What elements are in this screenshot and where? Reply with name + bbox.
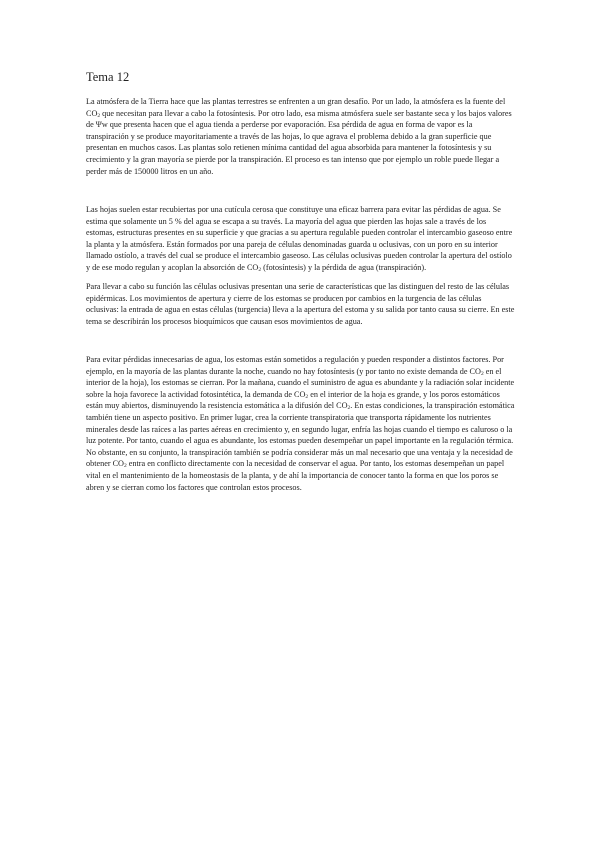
text-run: La atmósfera de la Tierra hace que las plantas terrestres se enfrenten a un gran desafío. Por un lado, la atmósfera es la fuente del CO <box>86 97 506 118</box>
subscript: 2 <box>480 370 484 377</box>
text-run: (fotosíntesis) y la pérdida de agua (transpiración). <box>261 262 427 272</box>
text-run: Para evitar pérdidas innecesarias de agua, los estomas están sometidos a regulación y pueden responder a distintos factores. Por ejemplo, en la mayoría de las plantas durante la noche, cuando no hay fotosíntesis (y por tanto no existe demanda de CO <box>86 355 504 376</box>
subscript: 2 <box>258 266 262 273</box>
text-run: Para llevar a cabo su función las células oclusivas presentan una serie de características que las distinguen del resto de las células epidérmicas. Los movimientos de apertura y cierre de los estomas se producen por cambios en la turgencia de las células oclusivas: la entrada de agua en estas células (turgencia) lleva a la apertura del estoma y su salida por tanto causa su cierre. En este tema se describirán los procesos bioquímicos que causan esos movimientos de agua. <box>86 282 515 326</box>
paragraph-3 <box>86 281 516 327</box>
text-run: Las hojas suelen estar recubiertas por una cutícula cerosa que constituye una eficaz barrera para evitar las pérdidas de agua. Se estima que solamente un 5 % del agua se escapa a su través. La mayoría del agua que pierden las hojas sale a través de los estomas, estructuras presentes en su superficie y que gracias a su apertura regulable pueden controlar el intercambio gaseoso entre la planta y la atmósfera. Están formados por una pareja de células denominadas guarda u oclusivas, con un poro en su interior llamado ostíolo, a través del cual se produce el intercambio gaseoso. Las células oclusivas pueden controlar la apertura del ostíolo y de ese modo regulan y acoplan la absorción de CO <box>86 205 513 272</box>
text-run: entra en conflicto directamente con la necesidad de conservar el agua. Por tanto, los estomas desempeñan un papel vital en el mantenimiento de la homeostasis de la planta, y de ahí la importancia de conocer tanto la forma en que los poros se abren y se cierran como los factores que controlan estos procesos. <box>86 459 505 492</box>
text-run: en el interior de la hoja es grande, y los poros estomáticos están muy abiertos, disminuyendo la resistencia estomática a la difusión del CO <box>86 389 500 411</box>
text-run: en el interior de la hoja), los estomas se cierran. Por la mañana, cuando el suministro de agua es abundante y la radiación solar incidente sobre la hoja favorece la actividad fotosintética, la demanda de CO <box>86 366 515 399</box>
subscript: 2 <box>305 393 309 400</box>
subscript: 2 <box>123 463 127 470</box>
paragraph-2 <box>86 204 516 274</box>
text-run: . En estas condiciones, la transpiración estomática también tiene un aspecto positivo. En primer lugar, crea la corriente transpiratoria que transporta rápidamente los nutrientes minerales desde las raíces a las partes aéreas en crecimiento y, en segundo lugar, enfría las hojas cuando el tiempo es caluroso o la luz potente. Por tanto, cuando el agua es abundante, los estomas pueden desempeñar un papel importante en la regulación térmica. No obstante, en su conjunto, la transpiración también se podría considerar más un mal necesario que una ventaja y la necesidad de obtener CO <box>86 401 515 469</box>
subscript: 2 <box>97 112 101 119</box>
paragraph-1 <box>86 96 516 177</box>
page-title: Tema 12 <box>86 70 130 84</box>
paragraph-4 <box>86 354 516 493</box>
subscript: 2 <box>347 405 351 412</box>
text-run: que necesitan para llevar a cabo la fotosíntesis. Por otro lado, esa misma atmósfera suele ser bastante seca y los bajos valores de Ψw que presenta hacen que el agua tienda a perderse por evaporación. Esa pérdida de agua en forma de vapor es la transpiración y se produce mayoritariamente a través de las hojas, lo que agrava el problema debido a la gran superficie que presentan en muchos casos. Las plantas solo retienen mínima cantidad del agua absorbida para mantener la fotosíntesis y su crecimiento y la gran mayoría se pierde por la transpiración. El proceso es tan intenso que por ejemplo un roble puede llegar a perder más de 150000 litros en un año. <box>86 108 512 176</box>
